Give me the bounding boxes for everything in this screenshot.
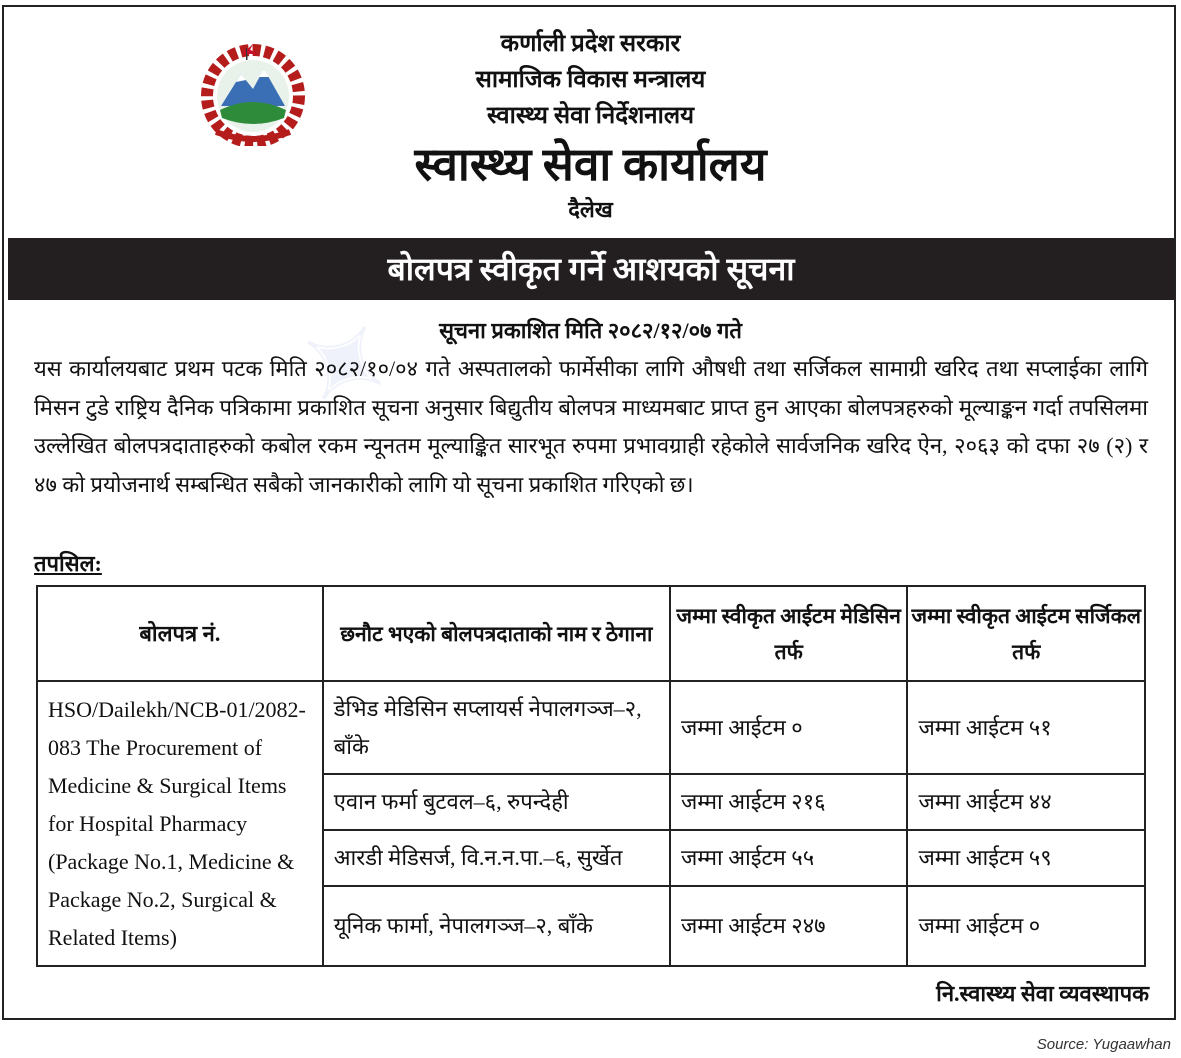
table-header-row [37,586,1145,681]
notice-title-banner: बोलपत्र स्वीकृत गर्ने आशयको सूचना [8,238,1174,300]
bidder-name: यूनिक फार्मा, नेपालगञ्ज–२, बाँके [323,886,670,966]
medicine-items: जम्मा आईटम २१६ [670,774,907,830]
district-name: दैलेख [568,197,613,222]
notice-body: यस कार्यालयबाट प्रथम पटक मिति २०८२/१०/०४ गते अस्पतालको फार्मेसीका लागि औषधी तथा सर्जिकल सामाग्री खरिद तथा सप्लाईका लागि मिसन टुडे राष्ट्रिय दैनिक पत्रिकामा प्रकाशित सूचना अनुसार बिद्युतीय बोलपत्र माध्यमबाट प्राप्त हुन आएका बोलपत्रहरुको मूल्याङ्कन गर्दा तपसिलमा उल्लेखित बोलपत्रदाताहरुको कबोल रकम न्यूनतम मूल्याङ्कित सारभूत रुपमा प्रभावग्राही रहेकोले सार्वजनिक खरिद ऐन, २०६३ को दफा २७ (२) र ४७ को प्रयोजनार्थ सम्बन्धित सबैको जानकारीको लागि यो सूचना प्रकाशित गरिएको छ। [34,356,1148,497]
bidder-name: आरडी मेडिसर्ज, वि.न.न.पा.–६, सुर्खेत [323,830,670,886]
bidder-name: डेभिड मेडिसिन सप्लायर्स नेपालगञ्ज–२, बाँके [323,681,670,774]
office-name: स्वास्थ्य सेवा कार्यालय [414,139,767,190]
medicine-items: जम्मा आईटम २४७ [670,886,907,966]
ministry-name: सामाजिक विकास मन्त्रालय [475,67,706,93]
header-surgical: जम्मा स्वीकृत आईटम सर्जिकल तर्फ [907,586,1145,681]
province-government: कर्णाली प्रदेश सरकार [500,31,681,57]
medicine-items: जम्मा आईटम ० [670,681,907,774]
published-date: सूचना प्रकाशित मिति २०८२/१२/०७ गते [439,318,742,343]
medicine-items: जम्मा आईटम ५५ [670,830,907,886]
table-row [37,681,1145,774]
surgical-items: जम्मा आईटम ० [907,886,1145,966]
bid-number: HSO/Dailekh/NCB-01/2082-083 The Procurement of Medicine & Surgical Items for Hospital Pharmacy (Package No.1, Medicine & Package No.2, Surgical & Related Items) [37,681,323,966]
watermark: ✦ [270,293,423,435]
signatory: नि.स्वास्थ्य सेवा व्यवस्थापक [936,981,1149,1006]
surgical-items: जम्मा आईटम ५९ [907,830,1145,886]
header-bid-no: बोलपत्र नं. [37,586,323,681]
source-credit: Source: Yugaawhan [1036,1036,1171,1053]
directorate-name: स्वास्थ्य सेवा निर्देशनालय [486,103,695,129]
header-medicine: जम्मा स्वीकृत आईटम मेडिसिन तर्फ [670,586,907,681]
surgical-items: जम्मा आईटम ४४ [907,774,1145,830]
bidder-name: एवान फर्मा बुटवल–६, रुपन्देही [323,774,670,830]
details-heading: तपसिल: [34,551,102,576]
bid-table [36,585,1146,967]
header-bidder: छनौट भएको बोलपत्रदाताको नाम र ठेगाना [323,586,670,681]
surgical-items: जम्मा आईटम ५१ [907,681,1145,774]
